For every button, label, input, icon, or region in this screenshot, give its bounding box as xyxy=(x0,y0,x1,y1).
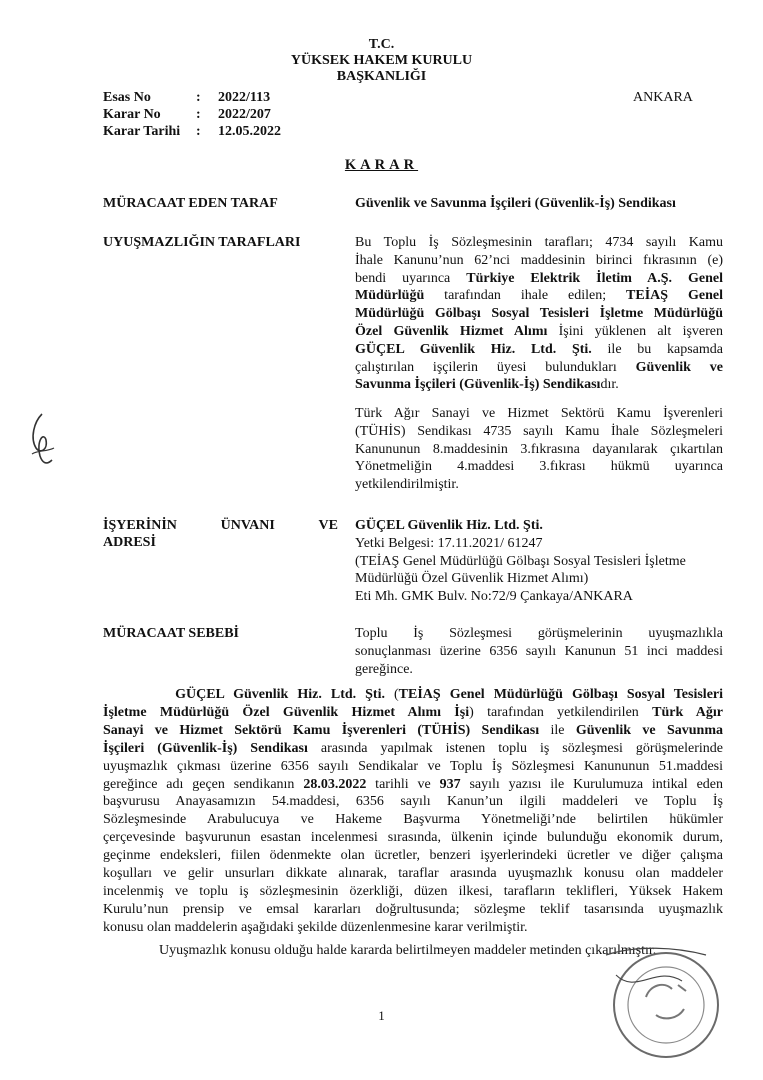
text-line xyxy=(355,458,723,476)
city-label: ANKARA xyxy=(633,90,693,105)
text-line xyxy=(355,305,723,323)
text-line xyxy=(103,758,723,776)
text-line xyxy=(103,793,723,811)
plain-text: bendi uyarınca xyxy=(355,270,467,286)
page-number: 1 xyxy=(378,1008,385,1023)
plain-text: yetkilendirilmiştir. xyxy=(355,477,459,493)
muracaat-eden-value: Güvenlik ve Savunma İşçileri (Güvenlik-İş) Sendikası xyxy=(355,196,676,211)
text-line xyxy=(355,359,723,377)
plain-text: gereğince adı geçen sendikanın xyxy=(103,776,304,792)
taraflar-paragraph-2 xyxy=(355,405,723,494)
plain-text: tarafından ihale edilen; xyxy=(424,288,627,304)
plain-text: (TÜHİS) Sendikası 4735 sayılı Kamu İhale Sözleşmeleri xyxy=(355,423,723,439)
plain-text: konusu olan maddelerin aşağıdaki şekilde düzenlenmesine karar verilmiştir. xyxy=(103,919,528,935)
text-line xyxy=(355,341,723,359)
esas-no-colon: : xyxy=(196,90,201,105)
bold-text: TEİAŞ Genel Müdürlüğü Gölbaşı Sosyal Tesisleri xyxy=(398,687,723,702)
taraflar-paragraph-1 xyxy=(355,234,723,394)
plain-text: ile bu kapsamda xyxy=(591,341,723,357)
plain-text: başvurusu Anayasamızın 54.maddesi, 6356 sayılı Kanun’un ilgili maddeleri ve Toplu İş xyxy=(103,794,723,810)
isyeri-label-word3: VE xyxy=(318,518,338,533)
plain-text: uyuşmazlık çıkması üzerine 6356 sayılı Sendikalar ve Toplu İş Sözleşmesi Kanununun 51.maddesi xyxy=(103,758,723,774)
text-line xyxy=(355,270,723,288)
isyeri-label-line2: ADRESİ xyxy=(103,535,156,550)
karar-tarihi-row xyxy=(103,124,281,140)
bold-text: Müdürlüğü xyxy=(355,288,425,304)
isyeri-label xyxy=(103,517,338,551)
plain-text: arasında yapılmak istenen toplu iş sözleşmesi görüşmelerinde xyxy=(307,740,723,756)
plain-text: Toplu İş Sözleşmesi görüşmelerinin uyuşmazlıkla xyxy=(355,626,723,641)
text-line xyxy=(103,829,723,847)
plain-text: gereğince. xyxy=(355,661,413,677)
plain-text: Bu Toplu İş Sözleşmesinin tarafları; 4734 sayılı Kamu xyxy=(355,235,723,250)
karar-no-label: Karar No xyxy=(103,107,161,122)
text-line xyxy=(355,376,723,394)
isyeri-label-line1 xyxy=(103,517,338,534)
plain-text: sayılı yazısı ile Kurulumuza intikal eden xyxy=(460,776,723,792)
plain-text xyxy=(103,687,175,702)
text-line xyxy=(355,643,723,661)
karar-tarihi-value: 12.05.2022 xyxy=(218,124,281,139)
bold-text: Güvenlik ve Savunma xyxy=(575,722,723,738)
plain-text: koşulları ve gelir unsurları dikkate alınarak, taraflar arasında uyuşmazlık konusu olan maddeler xyxy=(103,866,723,882)
karar-no-colon: : xyxy=(196,107,201,122)
text-line xyxy=(103,776,723,794)
plain-text: incelenmiş ve toplu iş sözleşmesinin özerkliği, düzen ilkesi, tarafların teklifleri, Yüksek Hakem xyxy=(103,883,723,899)
text-line xyxy=(355,423,723,441)
text-line xyxy=(103,740,723,758)
plain-text: dır. xyxy=(600,377,619,393)
bold-text: GÜÇEL Güvenlik Hiz. Ltd. Şti. xyxy=(355,341,592,357)
bold-text: TEİAŞ Genel xyxy=(626,288,723,304)
bold-text: Savunma İşçileri (Güvenlik-İş) Sendikası xyxy=(355,377,601,393)
isyeri-desc-2: Müdürlüğü Özel Güvenlik Hizmet Alımı) xyxy=(355,571,589,587)
plain-text: ) tarafından yetkilendirilen xyxy=(469,704,653,720)
text-line xyxy=(355,625,723,643)
text-line xyxy=(103,919,723,937)
isyeri-yetki: Yetki Belgesi: 17.11.2021/ 61247 xyxy=(355,535,543,551)
text-line xyxy=(355,661,723,679)
karar-no-row xyxy=(103,107,271,123)
bold-text: Türkiye Elektrik İletim A.Ş. Genel xyxy=(466,270,723,286)
plain-text: İşini yüklenen alt işveren xyxy=(547,323,723,339)
karar-no-value: 2022/207 xyxy=(218,107,271,122)
official-seal-icon xyxy=(586,935,736,1065)
taraflar-label: UYUŞMAZLIĞIN TARAFLARI xyxy=(103,235,301,250)
plain-text: çerçevesinde başvurunun esastan incelenmesi sırasında, ülkenin içinde bulunduğu ekonomik durum, xyxy=(103,830,723,846)
text-line xyxy=(355,405,723,423)
muracaat-eden-label: MÜRACAAT EDEN TARAF xyxy=(103,196,278,211)
text-line xyxy=(355,234,723,252)
header-presidency: BAŞKANLIĞI xyxy=(336,69,427,84)
plain-text: sonuçlanması üzerine 6356 sayılı Kanunun 51 inci maddesi xyxy=(355,643,723,659)
text-line xyxy=(103,865,723,883)
isyeri-desc-1: (TEİAŞ Genel Müdürlüğü Gölbaşı Sosyal Tesisleri İşletme xyxy=(355,553,686,569)
handwritten-initial-icon xyxy=(22,410,62,470)
document-title xyxy=(0,157,763,174)
esas-no-value: 2022/113 xyxy=(218,90,271,105)
text-line xyxy=(103,883,723,901)
plain-text: çalıştırılan işçilerin üyesi bulundukları xyxy=(355,359,636,375)
bold-text: İşletme Müdürlüğü Özel Güvenlik Hizmet Alımı İşi xyxy=(103,704,470,720)
plain-text: ile xyxy=(539,722,576,738)
text-line xyxy=(103,901,723,919)
bold-text: Müdürlüğü Gölbaşı Sosyal Tesisleri İşletme Müdürlüğü xyxy=(355,306,723,322)
header-institution: YÜKSEK HAKEM KURULU xyxy=(290,53,473,68)
plain-text: geçinme endeksleri, fiilen ödenmekte olan ücretler, benzeri işyerlerindeki ücretler ve diğer çalışma xyxy=(103,848,723,864)
plain-text: Sözleşmesinde Arabulucuya ve Hakeme Başvurma Yönetmeliği’nde belirtilen hükümler xyxy=(103,812,723,828)
text-line xyxy=(103,686,723,704)
text-line xyxy=(103,722,723,740)
document-title-text: KARAR xyxy=(344,157,419,173)
plain-text: İhale Kanunu’nun 62’nci maddesinin birinci fıkrasının (e) xyxy=(355,252,723,268)
text-line xyxy=(355,323,723,341)
sebep-label: MÜRACAAT SEBEBİ xyxy=(103,626,240,641)
text-line xyxy=(355,441,723,459)
esas-no-row xyxy=(103,90,270,106)
text-line xyxy=(355,287,723,305)
header-tc: T.C. xyxy=(368,37,395,52)
bold-text: İşçileri (Güvenlik-İş) Sendikası xyxy=(103,740,308,756)
bold-text: 937 xyxy=(439,776,461,792)
plain-text: Yönetmeliğin 4.maddesi 3.fıkrası hükmü uyarınca xyxy=(355,459,723,475)
bold-text: Türk Ağır xyxy=(652,704,723,720)
plain-text: tarihli ve xyxy=(366,776,440,792)
bold-text: Güvenlik ve xyxy=(635,359,723,375)
isyeri-name: GÜÇEL Güvenlik Hiz. Ltd. Şti. xyxy=(355,518,543,533)
decision-last-line: Uyuşmazlık konusu olduğu halde kararda belirtilmeyen maddeler metinden çıkarılmıştır. xyxy=(159,943,657,958)
text-line xyxy=(103,704,723,722)
bold-text: Özel Güvenlik Hizmet Alımı xyxy=(355,323,548,339)
plain-text: Kurulu’nun prensip ve emsal kararları doğrultusunda; sözleşme teklif tasarısında uyuşmazlık xyxy=(103,901,723,917)
bold-text: 28.03.2022 xyxy=(303,776,367,792)
karar-tarihi-label: Karar Tarihi xyxy=(103,124,181,139)
plain-text: Türk Ağır Sanayi ve Hizmet Sektörü Kamu İşverenleri xyxy=(355,406,723,421)
isyeri-label-word2: ÜNVANI xyxy=(220,518,275,533)
bold-text: Sanayi ve Hizmet Sektörü Kamu İşverenleri (TÜHİS) Sendikası xyxy=(103,722,540,738)
bold-text: GÜÇEL Güvenlik Hiz. Ltd. Şti. xyxy=(175,687,385,702)
isyeri-address: Eti Mh. GMK Bulv. No:72/9 Çankaya/ANKARA xyxy=(355,589,633,605)
plain-text: Kanununun 8.maddesinin 3.fıkrasına dayanılarak çıkartılan xyxy=(355,441,723,457)
sebep-paragraph xyxy=(355,625,723,678)
esas-no-label: Esas No xyxy=(103,90,151,105)
text-line xyxy=(355,476,723,494)
text-line xyxy=(103,847,723,865)
text-line xyxy=(103,811,723,829)
plain-text: ( xyxy=(385,687,399,702)
isyeri-details xyxy=(355,517,723,606)
karar-tarihi-colon: : xyxy=(196,124,201,139)
text-line xyxy=(355,252,723,270)
isyeri-label-word1: İŞYERİNİN xyxy=(103,518,177,533)
decision-body xyxy=(103,686,723,937)
